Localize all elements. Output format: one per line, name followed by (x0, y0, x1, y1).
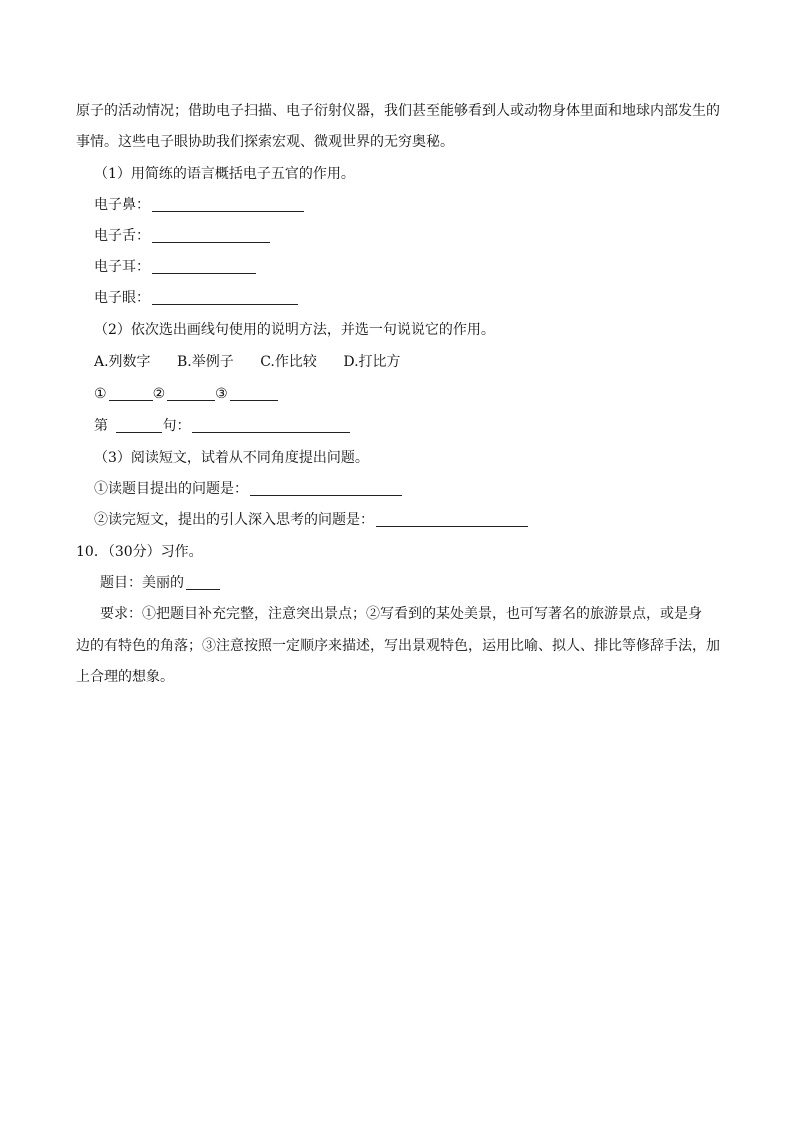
option-a[interactable]: A.列数字 (94, 354, 151, 370)
requirement-line-2: 边的有特色的角落；③注意按照一定顺序来描述，写出景观特色，运用比喻、拟人、排比等修辞手法，加 (76, 638, 720, 654)
q2-answer-row (94, 384, 278, 404)
answer-ear (94, 257, 256, 277)
eye-answer-blank[interactable] (152, 289, 298, 305)
sentence-mid: 句： (162, 418, 191, 434)
circle-1: ① (94, 386, 107, 402)
eye-label: 电子眼： (94, 290, 150, 306)
q2-sentence-row (94, 416, 350, 436)
ear-answer-blank[interactable] (152, 258, 256, 274)
question-1-prompt: （1）用简练的语言概括电子五官的作用。 (94, 166, 355, 182)
option-c[interactable]: C.作比较 (260, 354, 317, 370)
passage-line-2: 事情。这些电子眼协助我们探索宏观、微观世界的无穷奥秘。 (76, 134, 454, 150)
sentence-prefix: 第 (94, 418, 108, 434)
essay-title-blank[interactable] (186, 574, 220, 590)
essay-title-row (100, 573, 220, 593)
essay-title-label: 题目：美丽的 (100, 575, 184, 591)
answer-blank-1[interactable] (109, 385, 153, 401)
sentence-function-blank[interactable] (192, 417, 350, 433)
q3-item-1 (94, 479, 402, 499)
q3-item-2-label: ②读完短文，提出的引人深入思考的问题是： (94, 512, 374, 528)
option-b[interactable]: B.举例子 (177, 354, 234, 370)
sentence-number-blank[interactable] (116, 417, 162, 433)
circle-2: ② (152, 386, 166, 402)
passage-line-1: 原子的活动情况；借助电子扫描、电子衍射仪器，我们甚至能够看到人或动物身体里面和地球内部发生的 (76, 103, 720, 119)
circle-3: ③ (215, 386, 228, 402)
answer-nose (94, 195, 304, 215)
ear-label: 电子耳： (94, 259, 150, 275)
answer-blank-3[interactable] (230, 385, 278, 401)
q3-item-2-blank[interactable] (376, 511, 528, 527)
requirement-line-3: 上合理的想象。 (76, 669, 174, 685)
nose-answer-blank[interactable] (152, 196, 304, 212)
tongue-answer-blank[interactable] (152, 227, 270, 243)
answer-blank-2[interactable] (167, 385, 215, 401)
q2-options (94, 352, 401, 372)
q3-item-1-label: ①读题目提出的问题是： (94, 481, 248, 497)
nose-label: 电子鼻： (94, 197, 150, 213)
question-10-heading: 10．（30分）习作。 (76, 544, 203, 560)
q3-item-2 (94, 510, 528, 530)
q3-item-1-blank[interactable] (250, 480, 402, 496)
question-3-prompt: （3）阅读短文，试着从不同角度提出问题。 (94, 450, 369, 466)
answer-eye (94, 288, 298, 308)
answer-tongue (94, 226, 270, 246)
question-2-prompt: （2）依次选出画线句使用的说明方法，并选一句说说它的作用。 (94, 322, 495, 338)
requirement-line-1: 要求：①把题目补充完整，注意突出景点；②写看到的某处美景，也可写著名的旅游景点，或是身 (100, 606, 702, 622)
option-d[interactable]: D.打比方 (343, 354, 401, 370)
tongue-label: 电子舌： (94, 228, 150, 244)
